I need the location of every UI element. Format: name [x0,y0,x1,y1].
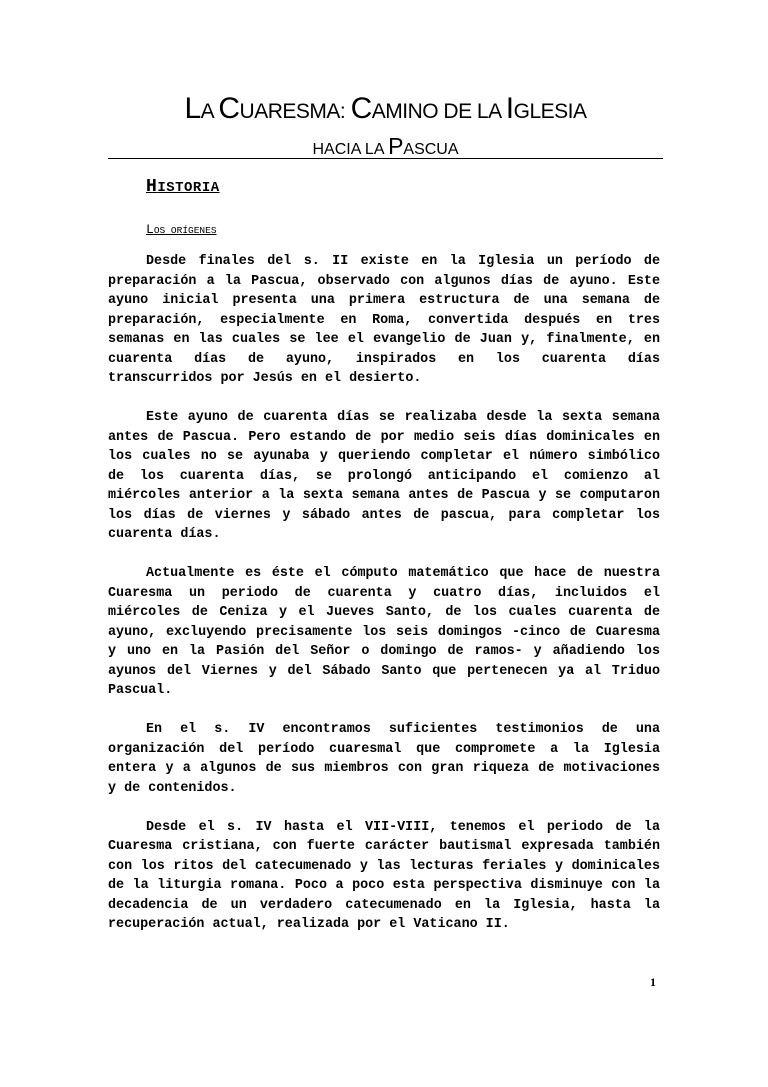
subsection-heading: LOS ORÍGENES [146,222,217,237]
paragraph: Desde el s. IV hasta el VII-VIII, tenemos el periodo de la Cuaresma cristiana, con fuerte carácter bautismal expresada también con los ritos del catecumenado y las lecturas feriales y dominicales de la liturgia romana. Poco a poco esta perspectiva disminuye con la decadencia de un verdadero catecumenado en la Iglesia, hasta la recuperación actual, realizada por el Vaticano II. [108,819,660,932]
page-number: 1 [650,975,656,989]
paragraph: Actualmente es éste el cómputo matemático que hace de nuestra Cuaresma un periodo de cuarenta y cuatro días, incluidos el miércoles de Ceniza y el Jueves Santo, de los cuales cuarenta de ayuno, excluyendo precisamente los seis domingos -cinco de Cuaresma y uno en la Pasión del Señor o domingo de ramos- y añadiendo los ayunos del Viernes y del Sábado Santo que pertenecen ya al Triduo Pascual. [108,566,660,698]
section-heading: HISTORIA [146,177,220,197]
document-title-line-2: HACIA LA PASCUA [312,133,459,159]
paragraph: Este ayuno de cuarenta días se realizaba desde la sexta semana antes de Pascua. Pero estando de por medio seis días dominicales en los cuales no se ayunaba y queriendo completar el número simbólico de los cuarenta días, se prolongó anticipando el comienzo al miércoles anterior a la sexta semana antes de Pascua y se computaron los días de viernes y sábado antes de pascua, para completar los cuarenta días. [108,410,660,542]
paragraph: Desde finales del s. II existe en la Iglesia un período de preparación a la Pascua, observado con algunos días de ayuno. Este ayuno inicial presenta una primera estructura de una semana de preparación, especialmente en Roma, convertida después en tres semanas en las cuales se lee el evangelio de Juan y, finalmente, en cuarenta días de ayuno, inspirados en los cuarenta días transcurridos por Jesús en el desierto. [108,254,660,386]
paragraph: En el s. IV encontramos suficientes testimonios de una organización del período cuaresmal que compromete a la Iglesia entera y a algunos de sus miembros con gran riqueza de motivaciones y de contenidos. [108,722,660,796]
body-text [108,252,660,954]
title-divider [108,158,663,159]
document-title-line-1: LA CUARESMA: CAMINO DE LA IGLESIA [184,92,587,125]
